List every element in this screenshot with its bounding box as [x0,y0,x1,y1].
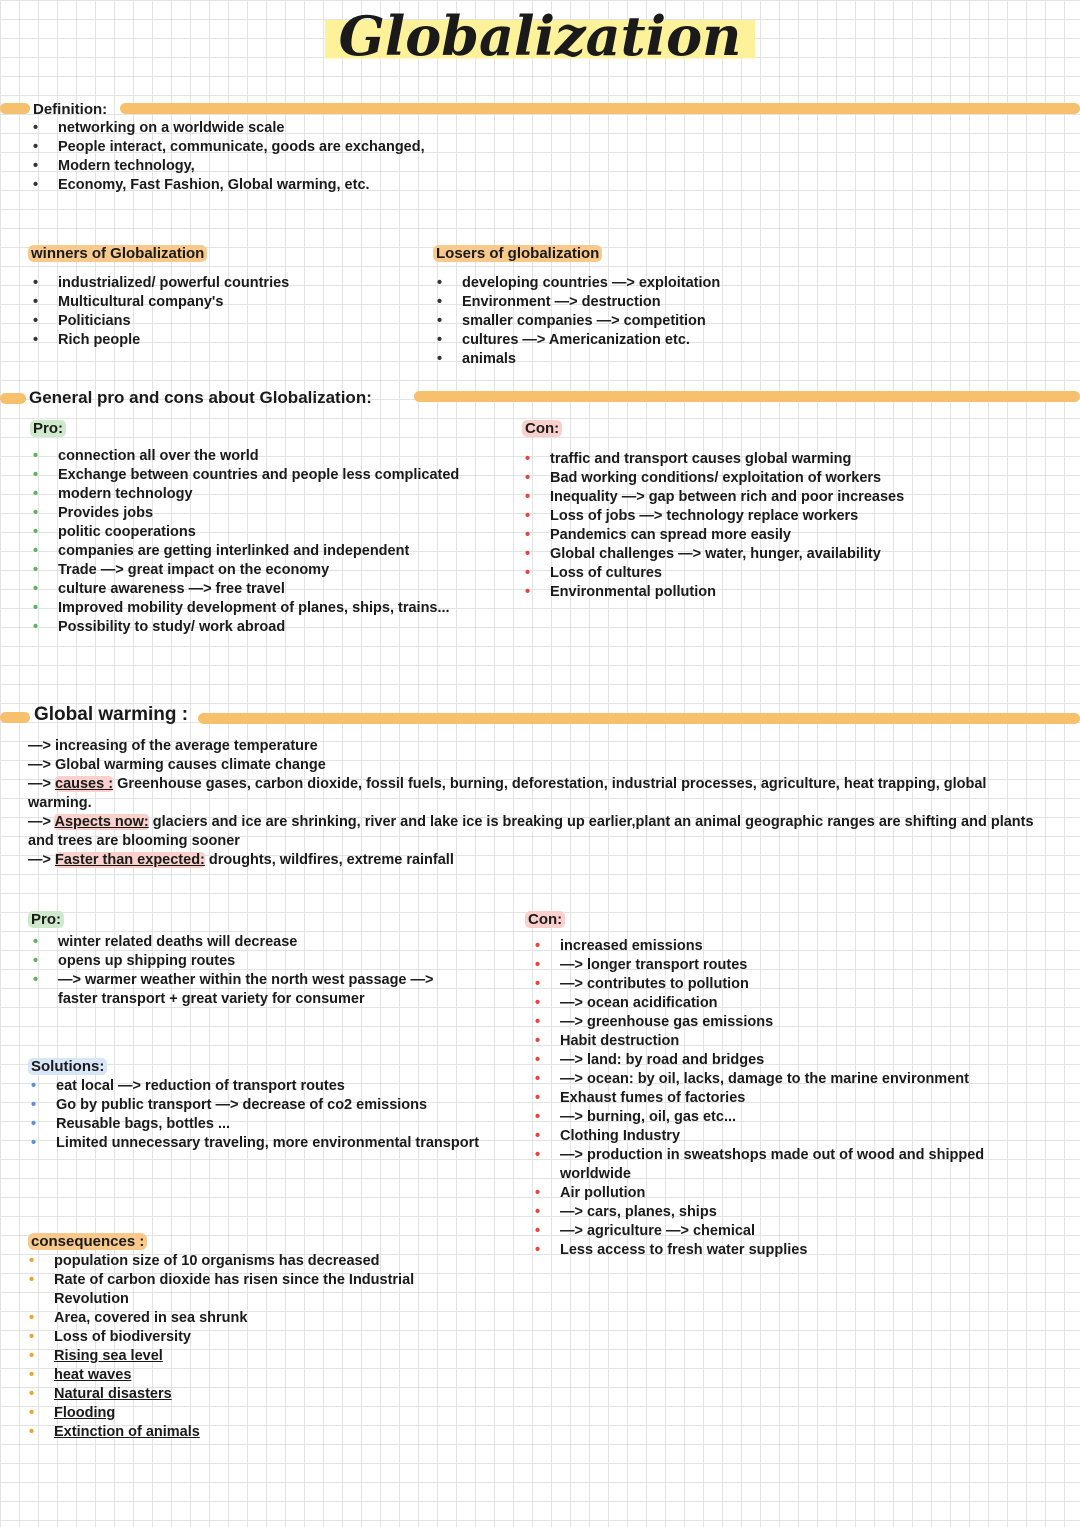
general-bar [414,391,1080,402]
warming-pro-list [30,933,450,1009]
list-item: • Inequality —> gap between rich and poor increases [522,488,904,507]
general-heading: General pro and cons about Globalization: [29,388,372,407]
list-item: • Natural disasters [26,1385,486,1404]
list-item: • Possibility to study/ work abroad [30,618,500,637]
list-item: • animals [434,350,720,369]
general-con-label: Con: [522,420,562,438]
warming-line: —> Faster than expected: droughts, wildfires, extreme rainfall [28,852,454,868]
list-item: • Improved mobility development of planes, ships, trains... [30,599,500,618]
list-item: • —> contributes to pollution [532,975,1052,994]
warming-line: —> Aspects now: glaciers and ice are shrinking, river and lake ice is breaking up earlier,plant an animal geographic ranges are shifting and plants and trees are blooming sooner [28,814,1034,849]
list-item: • Flooding [26,1404,486,1423]
winners-heading: winners of Globalization [28,245,207,263]
warming-con-label: Con: [525,911,565,929]
list-item: • politic cooperations [30,523,500,542]
list-item: • Area, covered in sea shrunk [26,1309,486,1328]
definition-heading: Definition: [33,101,108,118]
list-item: • Loss of biodiversity [26,1328,486,1347]
list-item: • winter related deaths will decrease [30,933,450,952]
list-item: • Economy, Fast Fashion, Global warming, etc. [30,176,425,195]
list-item: • Multicultural company's [30,293,289,312]
list-item: • —> burning, oil, gas etc... [532,1108,1052,1127]
list-item: • opens up shipping routes [30,952,450,971]
list-item: • Limited unnecessary traveling, more environmental transport [28,1134,488,1153]
list-item: • Go by public transport —> decrease of co2 emissions [28,1096,488,1115]
list-item: • Trade —> great impact on the economy [30,561,500,580]
losers-list [434,274,720,369]
list-item: • smaller companies —> competition [434,312,720,331]
list-item: • culture awareness —> free travel [30,580,500,599]
warming-bar [198,713,1080,724]
title-text: Globalization [325,4,756,68]
solutions-list [28,1077,488,1153]
general-pro-label: Pro: [30,420,66,438]
list-item: • Rising sea level [26,1347,486,1366]
list-item: • traffic and transport causes global warming [522,450,904,469]
general-con-list [522,450,904,602]
page-title [0,0,1080,72]
list-item: • Exchange between countries and people less complicated [30,466,500,485]
list-item: • eat local —> reduction of transport routes [28,1077,488,1096]
list-item: • Environmental pollution [522,583,904,602]
list-item: • Extinction of animals [26,1423,486,1442]
list-item: • Politicians [30,312,289,331]
list-item: • —> longer transport routes [532,956,1052,975]
list-item: • —> production in sweatshops made out of wood and shipped worldwide [532,1146,1052,1184]
list-item: • population size of 10 organisms has decreased [26,1252,486,1271]
list-item: • Rich people [30,331,289,350]
list-item: • companies are getting interlinked and independent [30,542,500,561]
list-item: • Habit destruction [532,1032,1052,1051]
list-item: • Loss of jobs —> technology replace workers [522,507,904,526]
list-item: • —> land: by road and bridges [532,1051,1052,1070]
list-item: • Clothing Industry [532,1127,1052,1146]
consequences-list [26,1252,486,1442]
list-item: • cultures —> Americanization etc. [434,331,720,350]
solutions-label: Solutions: [28,1058,107,1076]
definition-bar [120,103,1080,114]
list-item: • Less access to fresh water supplies [532,1241,1052,1260]
list-item: • Modern technology, [30,157,425,176]
list-item: • Rate of carbon dioxide has risen since the Industrial Revolution [26,1271,486,1309]
list-item: • connection all over the world [30,447,500,466]
warming-line: —> causes : Greenhouse gases, carbon dioxide, fossil fuels, burning, deforestation, industrial processes, agriculture, heat trapping, global warming. [28,776,987,811]
general-bar-left [0,393,26,404]
list-item: • industrialized/ powerful countries [30,274,289,293]
list-item: • Air pollution [532,1184,1052,1203]
list-item: • networking on a worldwide scale [30,119,425,138]
list-item: • Reusable bags, bottles ... [28,1115,488,1134]
definition-bar-left [0,103,30,114]
definition-list [30,119,425,195]
list-item: • —> greenhouse gas emissions [532,1013,1052,1032]
list-item: • Bad working conditions/ exploitation of workers [522,469,904,488]
list-item: • Loss of cultures [522,564,904,583]
list-item: • —> agriculture —> chemical [532,1222,1052,1241]
list-item: • People interact, communicate, goods are exchanged, [30,138,425,157]
warming-heading: Global warming : [34,704,189,725]
winners-list [30,274,289,350]
list-item: • —> warmer weather within the north west passage —> faster transport + great variety for consumer [30,971,450,1009]
warming-line: —> Global warming causes climate change [28,757,326,773]
losers-heading: Losers of globalization [433,245,602,263]
list-item: • —> ocean acidification [532,994,1052,1013]
list-item: • Provides jobs [30,504,500,523]
general-pro-list [30,447,500,637]
list-item: • —> ocean: by oil, lacks, damage to the marine environment [532,1070,1052,1089]
list-item: • developing countries —> exploitation [434,274,720,293]
list-item: • Global challenges —> water, hunger, availability [522,545,904,564]
list-item: • Pandemics can spread more easily [522,526,904,545]
warming-line: —> increasing of the average temperature [28,738,318,754]
list-item: • —> cars, planes, ships [532,1203,1052,1222]
list-item: • Environment —> destruction [434,293,720,312]
warming-con-list [532,937,1052,1260]
consequences-label: consequences : [28,1233,147,1251]
list-item: • heat waves [26,1366,486,1385]
warming-notes [28,737,1038,870]
list-item: • modern technology [30,485,500,504]
list-item: • Exhaust fumes of factories [532,1089,1052,1108]
warming-pro-label: Pro: [28,911,64,929]
list-item: • increased emissions [532,937,1052,956]
warming-bar-left [0,712,30,723]
